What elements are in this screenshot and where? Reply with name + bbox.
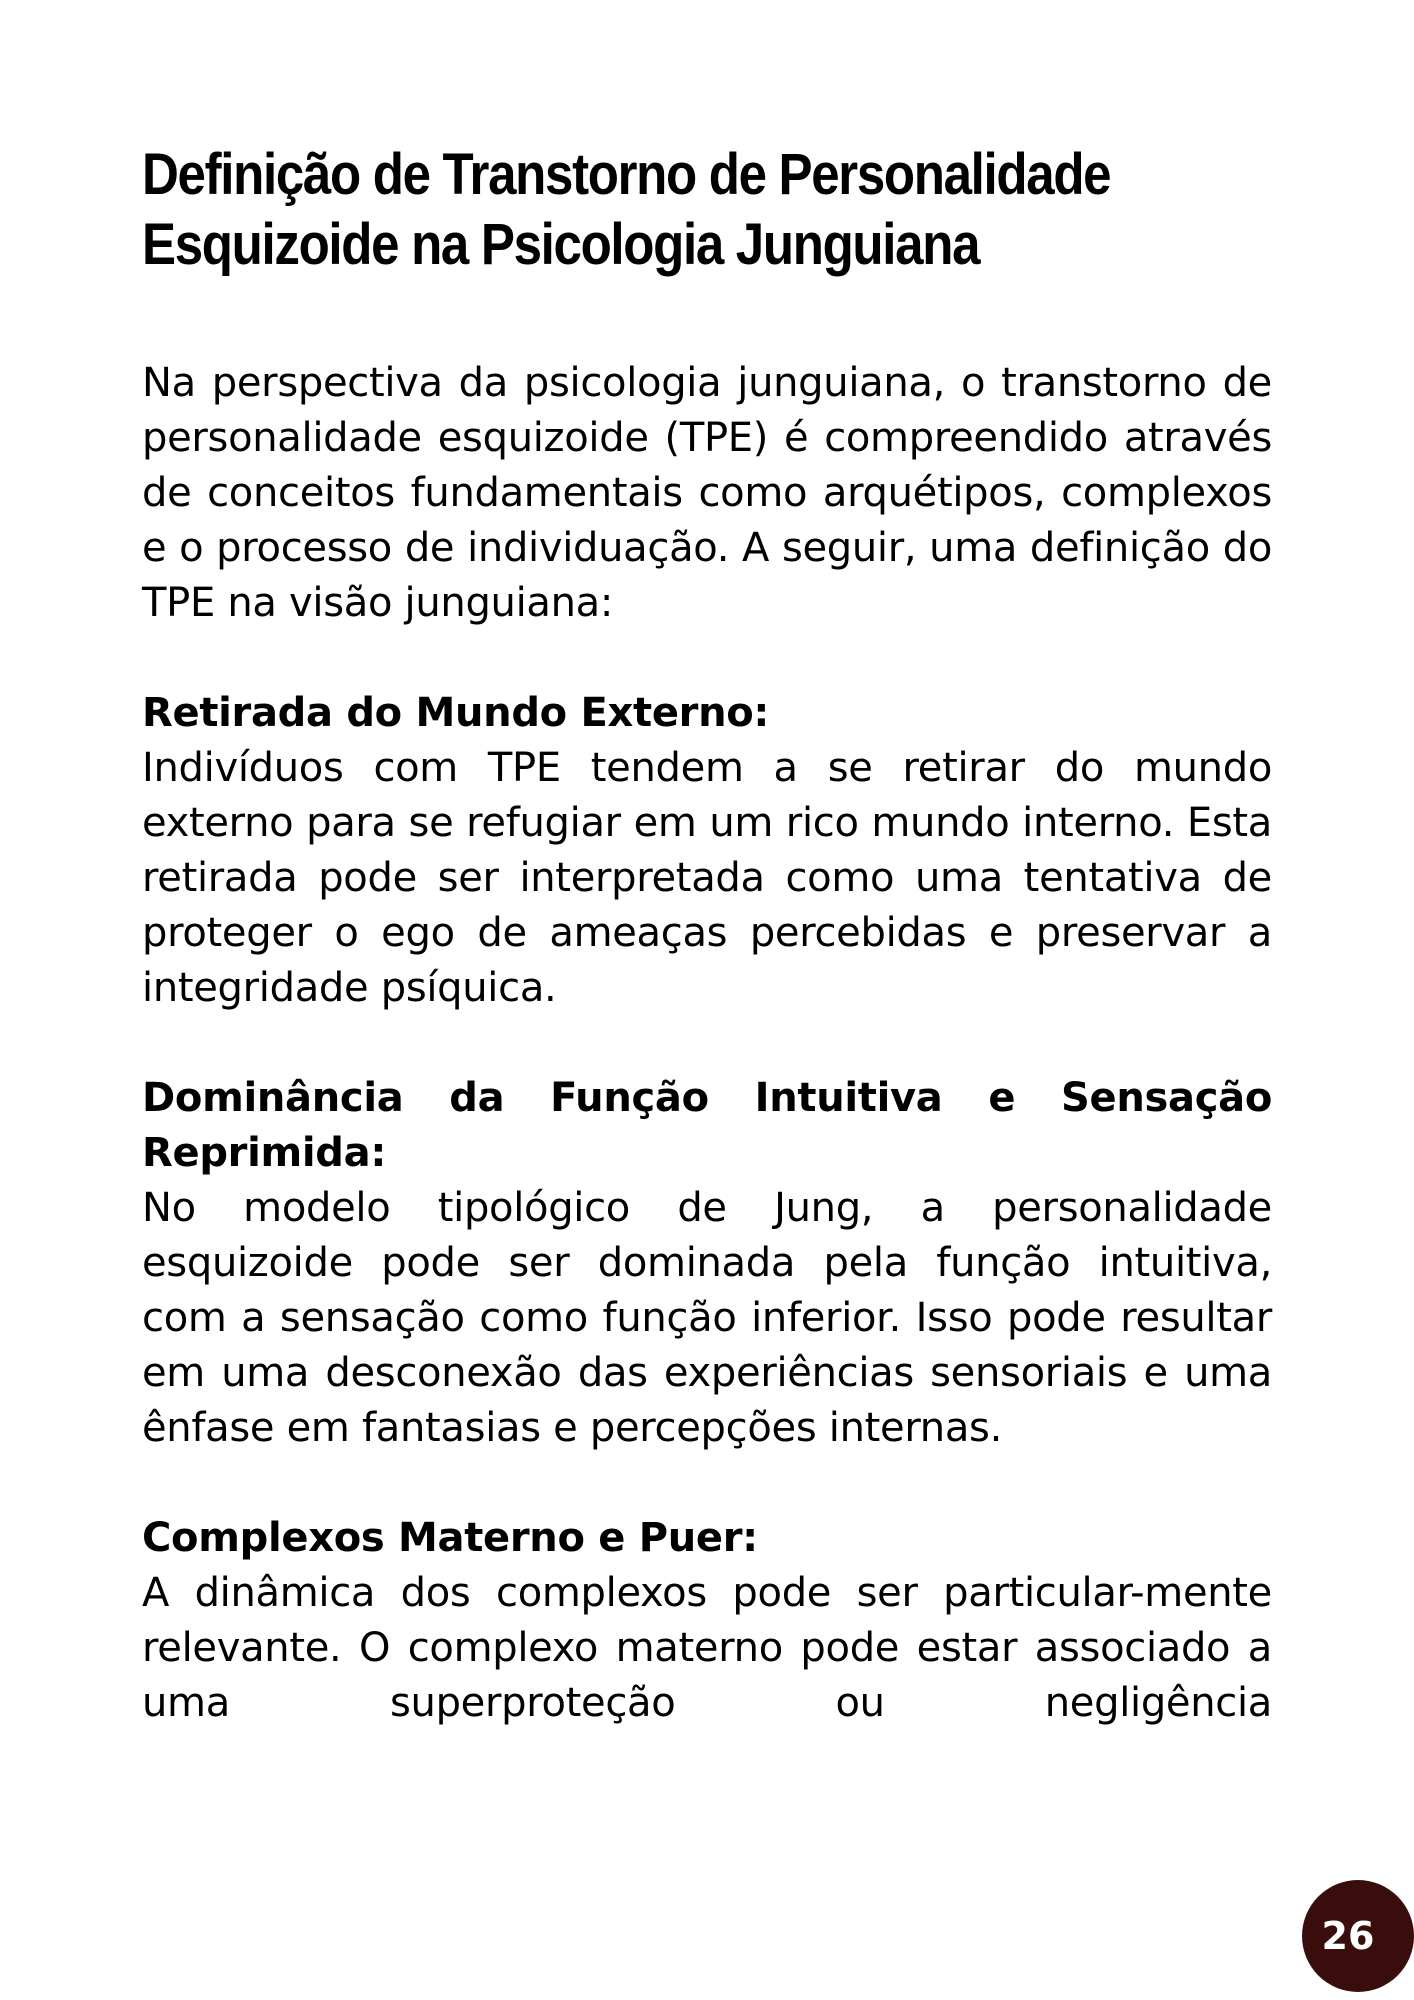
section-heading: Complexos Materno e Puer:: [142, 1515, 758, 1561]
section-paragraph: Indivíduos com TPE tendem a se retirar do mundo externo para se refugiar em um rico mundo interno. Esta retirada pode ser interpretada como uma tentativa de proteger o ego de ameaças percebidas e preservar a integridade psíquica.: [142, 745, 1272, 1011]
page-title: [142, 140, 1286, 280]
section-dominancia: [142, 1071, 1272, 1456]
page-title-line-1: Definição de Transtorno de Personalidade: [142, 142, 1111, 207]
page-number-badge: [1302, 1880, 1414, 1992]
section-heading: Dominância da Função Intuitiva e Sensação Reprimida:: [142, 1075, 1272, 1176]
section-heading: Retirada do Mundo Externo:: [142, 690, 770, 736]
document-page: [142, 140, 1272, 1731]
page-number: 26: [1321, 1914, 1375, 1958]
intro-paragraph: Na perspectiva da psicologia junguiana, o transtorno de personalidade esquizoide (TPE) é compreendido através de conceitos fundamentais como arquétipos, complexos e o processo de individuação. A seguir, uma definição do TPE na visão junguiana:: [142, 360, 1272, 626]
section-paragraph: A dinâmica dos complexos pode ser particular-mente relevante. O complexo materno pode estar associado a uma superproteção ou negligência: [142, 1570, 1272, 1726]
page-title-line-2: Esquizoide na Psicologia Junguiana: [142, 212, 980, 277]
section-paragraph: No modelo tipológico de Jung, a personalidade esquizoide pode ser dominada pela função intuitiva, com a sensação como função inferior. Isso pode resultar em uma desconexão das experiências sensoriais e uma ênfase em fantasias e percepções internas.: [142, 1185, 1272, 1451]
section-complexos: [142, 1511, 1272, 1731]
section-retirada: [142, 686, 1272, 1016]
